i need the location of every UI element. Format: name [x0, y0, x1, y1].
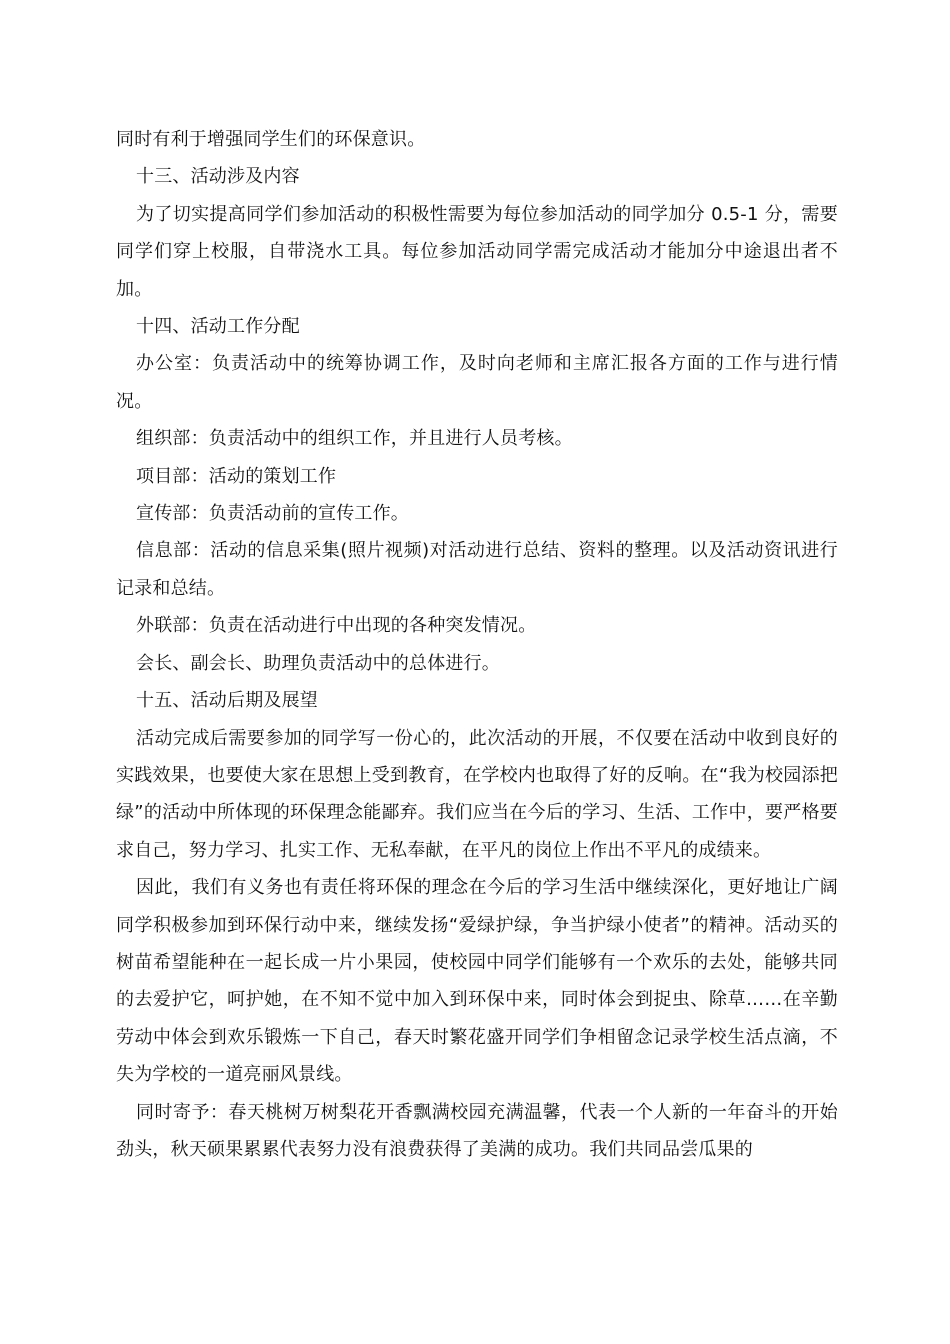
- paragraph-activity-content: 为了切实提高同学们参加活动的积极性需要为每位参加活动的同学加分 0.5-1 分，需要同学们穿上校服，自带浇水工具。每位参加活动同学需完成活动才能加分中途退出者不加。: [116, 203, 838, 300]
- section-heading-13: 十三、活动涉及内容: [136, 166, 300, 188]
- section-heading-14: 十四、活动工作分配: [136, 316, 300, 338]
- paragraph-continuation: 同时有利于增强同学生们的环保意识。: [116, 129, 426, 150]
- paragraph-after-activity: 活动完成后需要参加的同学写一份心的，此次活动的开展，不仅要在活动中收到良好的实践效果，也要使大家在思想上受到教育，在学校内也取得了好的反响。在“我为校园添把绿”的活动中所体现的环保理念能鄙弃。我们应当在今后的学习、生活、工作中，要严格要求自己，努力学习、扎实工作、无私奉献，在平凡的岗位上作出不平凡的成绩来。: [116, 727, 838, 861]
- section-heading-15: 十五、活动后期及展望: [136, 690, 318, 712]
- paragraph-wishes: 同时寄予：春天桃树万树梨花开香飘满校园充满温馨，代表一个人新的一年奋斗的开始劲头，秋天硕果累累代表努力没有浪费获得了美满的成功。我们共同品尝瓜果的: [116, 1101, 838, 1160]
- paragraph-project-dept: 项目部：活动的策划工作: [136, 465, 337, 487]
- paragraph-liaison-dept: 外联部：负责在活动进行中出现的各种突发情况。: [136, 615, 537, 637]
- paragraph-therefore: 因此，我们有义务也有责任将环保的理念在今后的学习生活中继续深化，更好地让广阔同学积极参加到环保行动中来，继续发扬“爱绿护绿，争当护绿小使者”的精神。活动买的树苗希望能种在一起长成一片小果园，使校园中同学们能够有一个欢乐的去处，能够共同的去爱护它，呵护她，在不知不觉中加入到环保中来，同时体会到捉虫、除草……在辛勤劳动中体会到欢乐锻炼一下自己，春天时繁花盛开同学们争相留念记录学校生活点滴，不失为学校的一道亮丽风景线。: [116, 877, 838, 1086]
- paragraph-information-dept: 信息部：活动的信息采集(照片视频)对活动进行总结、资料的整理。以及活动资讯进行记录和总结。: [116, 540, 838, 599]
- paragraph-office: 办公室：负责活动中的统筹协调工作，及时向老师和主席汇报各方面的工作与进行情况。: [116, 353, 838, 412]
- paragraph-publicity-dept: 宣传部：负责活动前的宣传工作。: [136, 503, 409, 525]
- paragraph-organization-dept: 组织部：负责活动中的组织工作，并且进行人员考核。: [136, 428, 573, 450]
- paragraph-leadership: 会长、副会长、助理负责活动中的总体进行。: [136, 652, 500, 674]
- document-body: [116, 121, 838, 1168]
